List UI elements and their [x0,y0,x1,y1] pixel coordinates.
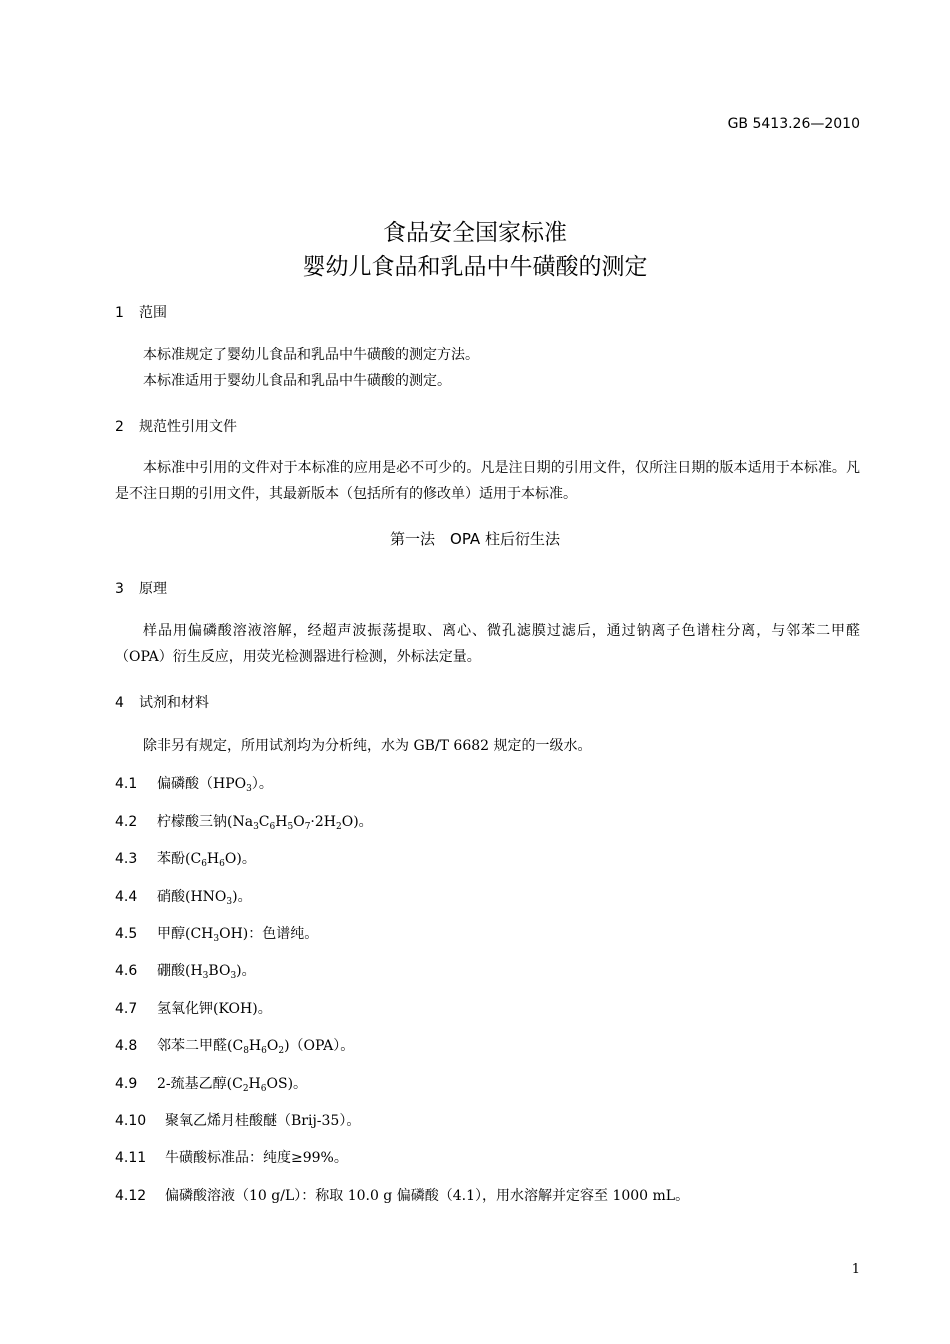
reagent-item-number: 4.2 [115,814,138,830]
section-title: 范围 [139,305,167,321]
section-number: 1 [115,305,124,321]
references-paragraph: 本标准中引用的文件对于本标准的应用是必不可少的。凡是注日期的引用文件，仅所注日期的版本适用于本标准。凡是不注日期的引用文件，其最新版本（包括所有的修改单）适用于本标准。 [115,460,860,502]
section-heading-scope [115,302,167,322]
section-heading-references [115,416,237,436]
section-number: 4 [115,695,124,711]
reagent-item [115,1185,689,1205]
reagent-item-number: 4.4 [115,889,138,905]
reagent-item-text: 苯酚$(C_6H_6O)$。 [157,851,256,869]
reagent-item [115,1147,348,1167]
reagent-item-number: 4.7 [115,1001,138,1017]
reagent-item-text: 甲醇$(CH_3OH)$：色谱纯。 [157,926,319,944]
reagent-item [115,1035,354,1055]
reagent-item-number: 4.9 [115,1076,138,1092]
principle-paragraph: 样品用偏磷酸溶液溶解，经超声波振荡提取、离心、微孔滤膜过滤后，通过钠离子色谱柱分离，与邻苯二甲醛（OPA）衍生反应，用荧光检测器进行检测，外标法定量。 [115,623,860,665]
reagent-item-text: 邻苯二甲醛$(C_8H_6O_2)(OPA)$。 [157,1038,355,1056]
standard-code: GB 5413.26—2010 [727,116,860,132]
reagent-item-number: 4.12 [115,1188,147,1204]
reagent-item [115,960,256,980]
reagent-item [115,811,373,831]
reagent-item-number: 4.11 [115,1150,147,1166]
section-title: 试剂和材料 [139,695,209,711]
section-heading-reagents [115,692,209,712]
reagent-item-text: 2-巯基乙醇$(C_2H_6OS)$。 [157,1076,308,1094]
reagent-item-number: 4.3 [115,851,138,867]
scope-line-2: 本标准适用于婴幼儿食品和乳品中牛磺酸的测定。 [143,373,451,389]
reagent-item-text: 偏磷酸$(HPO_3)$。 [157,776,273,794]
method-heading: 第一法 OPA 柱后衍生法 [390,530,560,548]
reagent-item-number: 4.10 [115,1113,147,1129]
reagent-item [115,848,256,868]
reagent-item [115,998,272,1018]
section-title: 原理 [139,581,167,597]
reagent-item-text: 柠檬酸三钠$(Na_3C_6H_5O_7\cdot 2H_2O)$。 [157,814,373,832]
reagent-item-number: 4.6 [115,963,138,979]
document-title-line1: 食品安全国家标准 [383,220,567,246]
section-heading-principle [115,578,167,598]
scope-line-1: 本标准规定了婴幼儿食品和乳品中牛磺酸的测定方法。 [143,347,479,363]
document-title-line2: 婴幼儿食品和乳品中牛磺酸的测定 [302,254,648,280]
reagent-item-text: 聚氧乙烯月桂酸醚（Brij-35）。 [165,1113,361,1129]
section-title: 规范性引用文件 [139,419,237,435]
section-number: 2 [115,419,124,435]
reagent-item [115,886,252,906]
reagent-item-text: 氢氧化钾(KOH)。 [157,1001,272,1017]
reagent-item-number: 4.8 [115,1038,138,1054]
reagent-item-text: 硼酸$(H_3BO_3)$。 [157,963,256,981]
page-number: 1 [851,1262,860,1277]
reagent-item-text: 偏磷酸溶液（10 g/L）：称取 10.0 g 偏磷酸（4.1），用水溶解并定容至 1000 mL。 [165,1188,690,1204]
reagent-item [115,923,318,943]
reagent-item-number: 4.5 [115,926,138,942]
reagent-item-text: 牛磺酸标准品：纯度≥99%。 [165,1150,348,1166]
reagent-item [115,1073,307,1093]
reagent-item-text: 硝酸$(HNO_3)$。 [157,889,252,907]
reagent-item-number: 4.1 [115,776,138,792]
reagent-item [115,773,273,793]
section-number: 3 [115,581,124,597]
reagent-item [115,1110,360,1130]
reagents-intro: 除非另有规定，所用试剂均为分析纯，水为 GB/T 6682 规定的一级水。 [143,738,592,754]
